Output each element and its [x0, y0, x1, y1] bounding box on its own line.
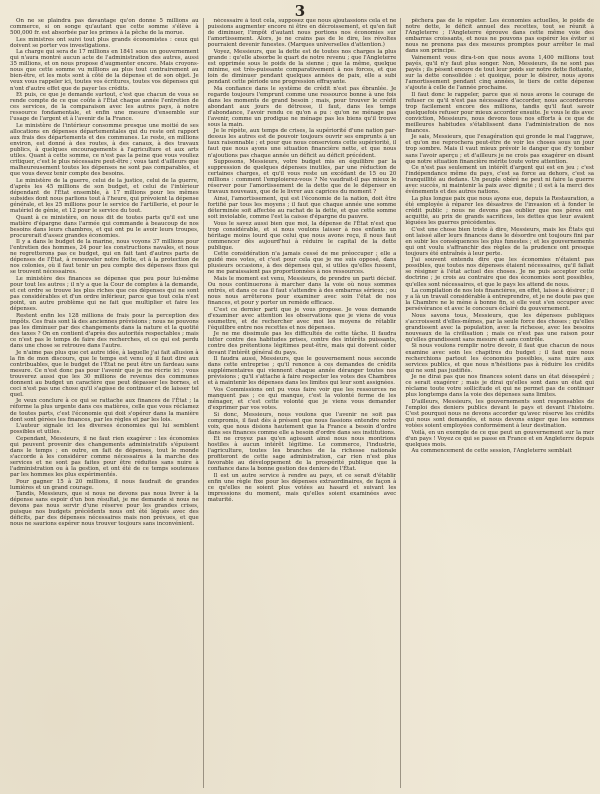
- paragraph: Il est un autre service à rendre au pays, et ce serait d'établir enfin une règle fixe pour les dépenses extraordinaires, de façon à ce qu'elles ne soient plus votées au hasard et suivant les impressions du moment, mais qu'elles soient examinées avec maturité.: [207, 472, 397, 504]
- paragraph: Je ne dirai pas que nos finances soient dans un état désespéré ; ce serait exagérer ; mais je dirai qu'elles sont dans un état qui réclame toute votre sollicitude et qui ne permet pas de continuer plus longtemps dans la voie des dépenses sans limites.: [405, 374, 594, 399]
- paragraph: Je le répète, aux temps de crises, la supériorité d'une nation par-dessus les autres est de pouvoir toujours ouvrir ses emprunts à un taux raisonnable ; et pour que nous conservions cette supériorité, il faut que nous ayons une situation financière nette, et que nous n'ajoutions pas chaque année un déficit au déficit précédent.: [207, 128, 397, 159]
- paragraph: Vos Commissions ont pu vous faire voir que les ressources ne manquent pas ; ce qui manque, c'est la volonté ferme de les ménager, et c'est cette volonté que je viens vous demander d'exprimer par vos votes.: [207, 386, 397, 411]
- paragraph: Voilà, en un exemple de ce que peut un gouvernement sur la mer d'un pays ! Voyez ce qui se passe en France et en Angleterre depuis quelques mois.: [405, 429, 594, 448]
- paragraph: C'est une chose bien triste à dire, Messieurs, mais les États qui ont laissé aller leurs finances dans le désordre ont toujours fini par en subir les conséquences les plus funestes ; et les gouvernements qui ont voulu s'affranchir des règles de la prudence ont presque toujours été entraînés à leur perte.: [405, 226, 594, 257]
- paragraph: Si donc, Messieurs, nous voulons que l'avenir ne soit pas compromis, il faut dès à présent que nous fassions entendre notre voix, que nous disions hautement que la France a besoin d'ordre dans ses finances comme elle a besoin d'ordre dans ses institutions.: [207, 411, 397, 436]
- paragraph: Il faut donc le rappeler, parce que si nous avons le courage de refuser ce qu'il n'est pas nécessaire d'accorder, nous accorderons trop facilement encore des millions, tandis qu'il faut savoir quelquefois refuser pour mieux accorder ensuite. Je vous le dis avec conviction, Messieurs, nous devons tous nos efforts à ce que de meilleures habitudes s'établissent dans l'administration de nos finances.: [405, 91, 594, 134]
- paragraph: La charge qui sera de 17 millions en 1841 sous un gouvernement qui n'aura montré aucun acte de l'administration des autres, aussi 35 millions, et on nous propose d'augmenter encore. Mais croyons-nous que cette somme vu millions au plus tout contrairement au bien-être, et les mots sont à côté de la dépense et de son objet. Je veux vous rappeler ici, toutes vos écritures, toutes vos dépenses qui n'ont d'autre effet que de payer les crédits.: [10, 49, 199, 92]
- paragraph: Restent enfin les 128 millions de frais pour la perception des impôts. Ces frais sont là des anciennes prévisions ; nous ne pouvons pas les diminuer par des changements dans la nature et la quotité des taxes ? On en contient d'après des autorités respectables ; mais ce n'est pas le temps de faire des recherches, et ce qui est perdu dans une chose se retrouve dans l'autre.: [10, 312, 199, 349]
- paragraph: Voyez, Messieurs, que la dette est de toutes nos charges la plus grande : qu'elle absorbe le quart de notre revenu ; que l'Angleterre est opprimée sous le poids de la sienne ; que la même, quelque minime, est très-puissante comparativement à nos forces, et que loin de diminuer pendant quelques années de paix, elle a subi pendant cette période une progression effrayante.: [207, 48, 397, 85]
- text-column-1: [10, 18, 199, 788]
- paragraph: Mais le moment est venu, Messieurs, de prendre un parti décisif. Ou nous continuerons à marcher dans la voie où nous sommes entrés, et dans ce cas il faut s'attendre à des embarras sérieux ; ou nous nous arrêterons pour examiner avec soin l'état de nos finances, et pour y porter un remède efficace.: [207, 275, 397, 307]
- paragraph: Le ministère des finances se dépense que peu pour lui-même pour tout les autres ; il n'y a que la Cour de comptes à la demande, et cet ordre se trouve les plus riches que ces dépenses qui ne sont pas considérables et d'un ordre inférieur, parce que tout cela n'est point, un autre problème qui ne fait que multiplier et faire les dépenses.: [10, 275, 199, 313]
- paragraph: La compilation de nos lois financières, en effet, laisse à désirer ; il y a là un travail considérable à entreprendre, et je ne doute pas que la Chambre ne le mène à bonne fin, si elle veut s'en occuper avec persévérance et avec le concours éclairé du gouvernement.: [405, 288, 594, 313]
- paragraph: L'auteur signale ici les diverses économies qui lui semblent possibles et utiles.: [10, 423, 199, 436]
- paragraph: La plus longue paix que nous ayons eue, depuis la Restauration, a été employée à réparer les désastres de l'invasion et à fonder le crédit public ; nous ne devons pas oublier que nos pères ont acquitté, au prix de grands sacrifices, les dettes que leur avaient léguées les guerres précédentes.: [405, 195, 594, 227]
- paragraph: Et puis, ce que je demande surtout, c'est que chacun de vous se rende compte de ce que coûte à l'État chaque année l'entretien de ces services, de la comparaison avec les autres pays, à notre ressource fondamentale, et enfin une mesure d'ensemble sur l'usage de l'argent et à l'avenir de la France.: [10, 92, 199, 123]
- paragraph: Le ministère de l'intérieur consomme presque une moitié de ses allocations en dépenses départementales qui du reste ont rapport aux frais des départements et des communes. Le reste, en millions environ, est donné à des routes, à des canaux, à des travaux publics, à quelques encouragements à l'agriculture et aux arts utiles. Quant à cette somme, ce n'est pas la peine que vous vouliez critiquer, c'est le plus nécessaire peut-être ; vous tant d'ailleurs que malheureusement toutes les dépenses ne sont pas comparables, et que vous devez tenir compte des besoins.: [10, 122, 199, 178]
- paragraph: Vainement vous dira-t-on que nous avons 1,400 millions tout payés, qu'il n'y faut plus songer. Non, Messieurs, ils ne sont pas payés ; ils pèsent encore de tout leur poids sur notre dette flottante, sur la dette consolidée : et quoique, pour le désirer, nous ayons l'amortissement pendant cinq années, le tiers de cette dépense s'ajoute à celle de l'année prochaine.: [405, 54, 594, 92]
- paragraph: Supposons, Messieurs, votre budget mis en équilibre par la suppression de quelques dépenses inutiles, par une réduction de certaines charges, et qu'il vous reste un excédant de 15 ou 20 millions : comment l'emploierez-vous ? Ne vaudrait-il pas mieux le réserver pour l'amortissement de la dette que de le dépenser en travaux nouveaux, que de le livrer aux caprices du moment ?: [207, 159, 397, 196]
- paragraph: Au commencement de cette session, l'Angleterre semblait: [411, 448, 572, 455]
- paragraph: Je sais, Messieurs, que l'exagération qui gronde le mal l'aggrave, et qu'on me reprochera peut-être de voir les choses sous un jour trop sombre. Mais il vaut mieux prévoir le danger que d'y tomber sans l'avoir aperçu ; et d'ailleurs je ne crois pas exagérer en disant que notre situation financière mérite toute votre attention.: [405, 134, 594, 165]
- paragraph: Le ministère de la guerre, celui de la justice, celui de la guerre, d'après les 45 millions de son budget, et celui de l'intérieur dépendant de l'État ensemble, à 17 millions pour les mêmes subsides dont nous parlions tout à l'heure, qui prévoient la dépense générale, et les 25 millions pour le service de l'artillerie, et pour le matériel de génie, et 12 pour le service du tout.: [10, 177, 199, 214]
- paragraph: Il y a dans le budget de la marine, nous voyons 37 millions pour l'entretien des hommes, 24 pour les constructions navales, et nous ne regretterons pas ce budget, qui en fait tant d'autres parts de dépenses de l'État, à renouveler notre flotte, et à la protection de nos colonies, où il faut tenir un peu compte des dépenses fixes qui se trouvent nécessaires.: [10, 239, 199, 276]
- paragraph: Je n'aime pas plus que cet autre idée, à laquelle j'ai fait allusion à la fin de mon discours, que le temps est venu où il faut dire aux contribuables, que le budget de l'État ne peut être un fardeau sans mesure. Ce n'est donc pas pour l'avenir que je me récrie ici ; vous trouverez aussi que les 30 millions de revenus des communes donnent au budget un caractère que peut dépasser les bornes, et ceci n'est pas une chose qu'il s'agisse de continuer et de laisser tel quel.: [10, 349, 199, 398]
- paragraph: C'est ce dernier parti que je vous propose. Je vous demande d'examiner avec attention les observations que je viens de vous soumettre, et de rechercher avec moi les moyens de rétablir l'équilibre entre nos recettes et nos dépenses.: [207, 306, 397, 331]
- paragraph: Tandis, Messieurs, que si nous ne devons pas nous livrer à la dépense sans espoir d'un bon résultat, je me demande si nous ne devons pas nous servir d'une réserve pour les grandes crises, puisque nos budgets précédents nous ont été légués avec des déficits, par des dépenses nécessaires mais non prévues, et que nous ne saurions espérer nous trouver toujours sans inconvénient.: [10, 491, 199, 528]
- paragraph: Et ne croyez pas qu'en agissant ainsi nous nous montrions hostiles à aucun intérêt légitime. Le commerce, l'industrie, l'agriculture, toutes les branches de la richesse nationale profiteront de cette sage administration, car rien n'est plus favorable au développement de la prospérité publique que la confiance dans la bonne gestion des deniers de l'État.: [207, 436, 397, 473]
- paragraph: Nous savons tous, Messieurs, que les dépenses publiques s'accroissent d'elles-mêmes, par la seule force des choses ; qu'elles grandissent avec la population, avec la richesse, avec les besoins nouveaux de la civilisation ; mais ce n'est pas une raison pour qu'elles grandissent sans mesure et sans contrôle.: [405, 312, 594, 343]
- paragraph: Je ne me dissimule pas les difficultés de cette tâche. Il faudra lutter contre des habitudes prises, contre des intérêts puissants, contre des prétentions légitimes peut-être, mais qui doivent céder devant l'intérêt général du pays.: [207, 331, 397, 356]
- paragraph: Vous le savez aussi bien que moi, la dépense de l'État n'est que trop considérable, et si nous voulons laisser à nos enfants un héritage moins lourd que celui que nous avons reçu, il nous faut commencer dès aujourd'hui à réduire le capital de la dette publique.: [207, 220, 397, 251]
- paragraph: Les ministres ont suivi tout plus grands économistes : ceux qui doivent se porter vos investigations.: [10, 36, 199, 49]
- paragraph: Cette considération n'a jamais cessé de me préoccuper ; elle a guidé mes votes, et c'est pour cela que je me suis opposé, dans plusieurs occasions, à des dépenses qui, si utiles qu'elles fussent, ne me paraissaient pas proportionnées à nos ressources.: [207, 251, 397, 276]
- paragraph: Ainsi, l'amortissement, qui est l'économie de la nation, doit être fortifié par tous les moyens ; il faut que chaque année une somme déterminée soit affectée au rachat de la dette, et que cette somme soit inviolable, comme l'est la caisse d'épargne du pauvre.: [207, 195, 397, 220]
- paragraph: pêchera pas de le répéter. Les économies actuelles, le poids de notre dette, le déficit annuel des recettes, tout se réunit à l'Angleterre ; l'Angleterre éprouve dans cette même voie des embarras croissants, et nous ne pouvons pas espérer les éviter si nous ne prenons pas des mesures promptes pour arrêter le mal dans son principe.: [405, 18, 594, 55]
- text-columns: [10, 18, 594, 788]
- paragraph: D'ailleurs, Messieurs, les gouvernements sont responsables de l'emploi des deniers publics devant le pays et devant l'histoire. C'est pourquoi nous ne devons accorder qu'avec réserve les crédits qui nous sont demandés, et nous devons exiger que les sommes votées soient employées conformément à leur destination.: [405, 398, 594, 430]
- paragraph: Je veux conclure à ce qui se rattache aux finances de l'État ; la réforme la plus urgente dans ces matières, celle que vous réclamez de toutes parts, c'est l'économie qui doit s'opérer dans la manière dont sont gérées les finances, par les règles et par les lois.: [10, 398, 199, 423]
- paragraph: Si nous voulons remplir notre devoir, il faut que chacun de nous examine avec soin les chapitres du budget ; il faut que nous recherchions partout les économies possibles, sans nuire aux services publics, et que nous n'hésitions pas à réduire les crédits qui ne sont pas justifiés.: [405, 343, 594, 374]
- paragraph: Il faudra aussi, Messieurs, que le gouvernement nous seconde dans cette entreprise ; qu'il renonce à ces demandes de crédits supplémentaires qui viennent chaque année déranger toutes nos prévisions ; qu'il s'attache à faire respecter les votes des Chambres et à maintenir les dépenses dans les limites qui leur sont assignées.: [207, 356, 397, 387]
- page-number: 3: [294, 2, 306, 20]
- column-divider: [400, 18, 401, 788]
- paragraph: Ce n'est pas seulement un intérêt d'argent qui est en jeu ; c'est l'indépendance même du pays, c'est sa force au dehors, c'est sa tranquillité au dedans. Un peuple obéré ne peut ni faire la guerre avec succès, ni maintenir la paix avec dignité ; il est à la merci des événements et des autres nations.: [405, 165, 594, 196]
- text-column-3: [405, 18, 594, 788]
- paragraph: Ma confiance dans le système de crédit n'est pas ébranlée. Je regarde toujours l'emprunt comme une ressource bonne à une fois dans les moments de grand besoin ; mais, pour trouver le crédit abondant aux jours de détresse, il faut, dans les temps d'abondance, l'avoir rendu ce qu'on a pu : qu'on ne ménage pas l'avenir, comme un prodigue ne ménage pas les biens qu'il trouve sous la main.: [207, 85, 397, 128]
- text-column-2: [208, 18, 397, 788]
- paragraph: J'ai souvent entendu dire que les économies n'étaient pas possibles, que toutes nos dépenses étaient nécessaires, qu'il fallait se résigner à l'état actuel des choses. Je ne puis accepter cette doctrine ; je crois au contraire que des économies sont possibles, qu'elles sont nécessaires, et que le pays les attend de nous.: [405, 257, 594, 288]
- paragraph: Quant à ce ministère, on nous dit de toutes parts qu'il est une matière d'épargne dans l'armée qui commande à beaucoup de nos besoins dans leurs chambres, et qui ont pu le avoir leurs troupes, procurerait d'assez grandes économies.: [10, 214, 199, 239]
- paragraph: On ne se plaindra pas davantage qu'on donne 5 millions au commerce, si on songe qu'autant que cette somme s'élève à 500,000 fr. est absorbée par les primes à la pêche de la morue.: [10, 18, 199, 37]
- paragraph: nécessaire à tout cela, supposez que nous ajoutassions cela et ne puissions augmenter encore ni être en décroissement, et qu'en fait de diminuer, l'impôt d'autant nous portions nos économies sur l'amortissement. Alors, je ne crains pas de le dire, les révoltes pourraient devenir funestes. (Marques universelles d'attention.): [207, 18, 397, 49]
- paragraph: Pour gagner 15 à 20 millions, il nous faudrait de grandes lumières et un grand courage.: [10, 478, 199, 491]
- paragraph: Cependant, Messieurs, il ne faut rien exagérer : les économies qui peuvent provenir des changements administratifs s'épuisent dans le temps ; en outre, en fait de dépenses, tout le monde s'accorde à les considérer comme nécessaires à la marche des services et ne sont pas faites pour être réduites sans nuire à l'administration ou à la gestion, et ont été de ce temps soutenues par les hommes les plus expérimentés.: [10, 435, 199, 478]
- column-divider: [203, 18, 204, 788]
